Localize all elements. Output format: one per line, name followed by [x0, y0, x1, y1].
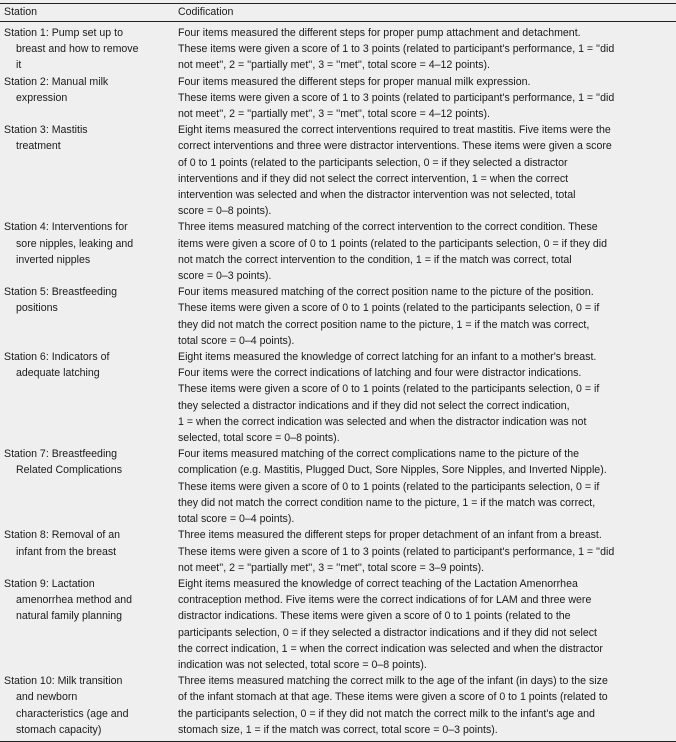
station-text-line: it — [16, 59, 22, 72]
codification-text-line: contraception method. Five items were the correct indications of for LAM and three were — [178, 594, 592, 607]
station-cell — [0, 446, 176, 527]
table-header-row — [0, 4, 676, 22]
station-text-line: Related Complications — [16, 464, 122, 477]
station-text-line: natural family planning — [16, 610, 122, 623]
station-cell — [0, 527, 176, 576]
station-text-line: characteristics (age and — [16, 707, 129, 720]
codification-text-line: These items were given a score of 0 to 1 points (related to the participants selection, 0 = if — [178, 302, 600, 315]
station-text-line: Station 6: Indicators of — [4, 351, 110, 364]
station-cell — [0, 349, 176, 446]
codification-cell — [176, 219, 676, 284]
table-row — [0, 22, 676, 74]
codification-cell — [176, 122, 676, 219]
codification-text-line: items were given a score of 0 to 1 points (related to the participants selection, 0 = if they did — [178, 237, 607, 250]
station-cell — [0, 673, 176, 741]
station-cell — [0, 22, 176, 74]
codification-text-line: Three items measured the different steps for proper detachment of an infant from a breast. — [178, 529, 602, 542]
station-text-line: breast and how to remove — [16, 43, 139, 56]
header-codification: Codification — [178, 6, 234, 18]
station-text-line: Station 1: Pump set up to — [4, 27, 123, 39]
station-text-line: expression — [16, 91, 68, 104]
codification-text-line: not match the correct intervention to the condition, 1 = if the match was correct, total — [178, 253, 572, 266]
codification-text-line: Four items were the correct indications of latching and four were distractor indications. — [178, 367, 582, 380]
codification-text-line: score = 0–3 points). — [178, 270, 272, 283]
codification-text-line: distractor indications. These items were given a score of 0 to 1 points (related to the — [178, 610, 571, 623]
codification-text-line: complication (e.g. Mastitis, Plugged Duct, Sore Nipples, Sore Nipples, and Inverted Nipple). — [178, 464, 607, 477]
table-row — [0, 446, 676, 527]
station-text-line: Station 8: Removal of an — [4, 529, 121, 542]
codification-text-line: not meet'', 2 = ''partially met'', 3 = ''met'', total score = 4–12 points). — [178, 59, 490, 72]
table-row — [0, 576, 676, 673]
station-text-line: sore nipples, leaking and — [16, 237, 134, 250]
codification-text-line: Eight items measured the knowledge of correct teaching of the Lactation Amenorrhea — [178, 577, 578, 590]
codification-text-line: they did not match the correct condition name to the picture, 1 = if the match was correct, — [178, 496, 596, 509]
codification-text-line: of 0 to 1 points (related to the participants selection, 0 = if they selected a distractor — [178, 156, 568, 169]
station-cell — [0, 219, 176, 284]
codification-text-line: stomach size, 1 = if the match was correct, total score = 0–3 points). — [178, 723, 498, 736]
codification-text-line: selected, total score = 0–8 points). — [178, 432, 340, 445]
codification-text-line: These items were given a score of 1 to 3 points (related to participant's performance, 1 = ''did — [178, 91, 615, 104]
station-text-line: infant from the breast — [16, 545, 117, 558]
station-text-line: Station 10: Milk transition — [4, 675, 123, 688]
codification-text-line: they did not match the correct position name to the picture, 1 = if the match was correct, — [178, 318, 590, 331]
station-text-line: and newborn — [16, 691, 78, 704]
codification-text-line: not meet'', 2 = ''partially met'', 3 = ''met'', total score = 3–9 points). — [178, 561, 485, 574]
table-row — [0, 219, 676, 284]
station-codification-table — [0, 3, 676, 742]
codification-cell — [176, 284, 676, 349]
codification-text-line: 1 = when the correct indication was selected and when the distractor indication was not — [178, 415, 587, 428]
header-station: Station — [4, 6, 37, 18]
codification-text-line: correct interventions and three were distractor interventions. These items were given a score — [178, 140, 612, 153]
codification-text-line: These items were given a score of 1 to 3 points (related to participant's performance, 1 = ''did — [178, 43, 615, 56]
codification-text-line: the participants selection, 0 = if they did not match the correct milk to the infant's age and — [178, 707, 595, 720]
codification-text-line: total score = 0–4 points). — [178, 334, 295, 347]
station-text-line: Station 9: Lactation — [4, 577, 95, 590]
codification-text-line: Four items measured matching of the correct position name to the picture of the position. — [178, 286, 594, 299]
codification-text-line: Four items measured matching of the correct complications name to the picture of the — [178, 448, 579, 461]
table-row — [0, 122, 676, 219]
station-text-line: adequate latching — [16, 367, 100, 380]
station-cell — [0, 74, 176, 123]
station-text-line: Station 7: Breastfeeding — [4, 448, 118, 461]
table-row — [0, 74, 676, 123]
codification-cell — [176, 74, 676, 123]
codification-cell — [176, 576, 676, 673]
codification-text-line: participants selection, 0 = if they selected a distractor indications and if they did not select — [178, 626, 597, 639]
table-row — [0, 349, 676, 446]
codification-cell — [176, 673, 676, 741]
station-text-line: positions — [16, 302, 58, 315]
station-cell — [0, 284, 176, 349]
codification-text-line: Four items measured the different steps for proper pump attachment and detachment. — [178, 27, 581, 39]
codification-text-line: Three items measured matching the correct milk to the age of the infant (in days) to the size — [178, 675, 608, 688]
station-cell — [0, 122, 176, 219]
codification-text-line: indication was not selected, total score = 0–8 points). — [178, 658, 427, 671]
codification-cell — [176, 22, 676, 74]
codification-text-line: interventions and if they did not select the correct intervention, 1 = when the correct — [178, 172, 569, 185]
codification-text-line: Eight items measured the correct interventions required to treat mastitis. Five items were the — [178, 124, 611, 137]
table-row — [0, 527, 676, 576]
codification-text-line: These items were given a score of 0 to 1 points (related to the participants selection, 0 = if — [178, 480, 600, 493]
station-text-line: Station 4: Interventions for — [4, 221, 128, 234]
codification-text-line: the correct indication, 1 = when the correct indication was selected and when the distractor — [178, 642, 603, 655]
codification-text-line: score = 0–8 points). — [178, 205, 272, 218]
codification-cell — [176, 446, 676, 527]
codification-text-line: These items were given a score of 1 to 3 points (related to participant's performance, 1 = ''did — [178, 545, 615, 558]
station-text-line: Station 5: Breastfeeding — [4, 286, 118, 299]
station-cell — [0, 576, 176, 673]
table-body — [0, 22, 676, 742]
codification-text-line: not meet'', 2 = ''partially met'', 3 = ''met'', total score = 4–12 points). — [178, 108, 490, 121]
codification-text-line: total score = 0–4 points). — [178, 513, 295, 526]
station-text-line: treatment — [16, 140, 61, 153]
station-text-line: Station 2: Manual milk — [4, 75, 109, 88]
codification-text-line: they selected a distractor indications and if they did not select the correct indication, — [178, 399, 570, 412]
station-text-line: amenorrhea method and — [16, 594, 133, 607]
station-text-line: Station 3: Mastitis — [4, 124, 88, 137]
codification-text-line: intervention was selected and when the distractor intervention was not selected, total — [178, 189, 576, 202]
codification-text-line: Four items measured the different steps for proper manual milk expression. — [178, 75, 531, 88]
codification-text-line: Three items measured matching of the correct intervention to the correct condition. These — [178, 221, 598, 234]
table-row — [0, 673, 676, 741]
codification-text-line: These items were given a score of 0 to 1 points (related to the participants selection, 0 = if — [178, 383, 600, 396]
codification-text-line: of the infant stomach at that age. These items were given a score of 0 to 1 points (related to — [178, 691, 608, 704]
codification-text-line: Eight items measured the knowledge of correct latching for an infant to a mother's breast. — [178, 351, 597, 364]
station-text-line: stomach capacity) — [16, 723, 102, 736]
codification-cell — [176, 349, 676, 446]
table-row — [0, 284, 676, 349]
station-text-line: inverted nipples — [16, 253, 91, 266]
codification-cell — [176, 527, 676, 576]
